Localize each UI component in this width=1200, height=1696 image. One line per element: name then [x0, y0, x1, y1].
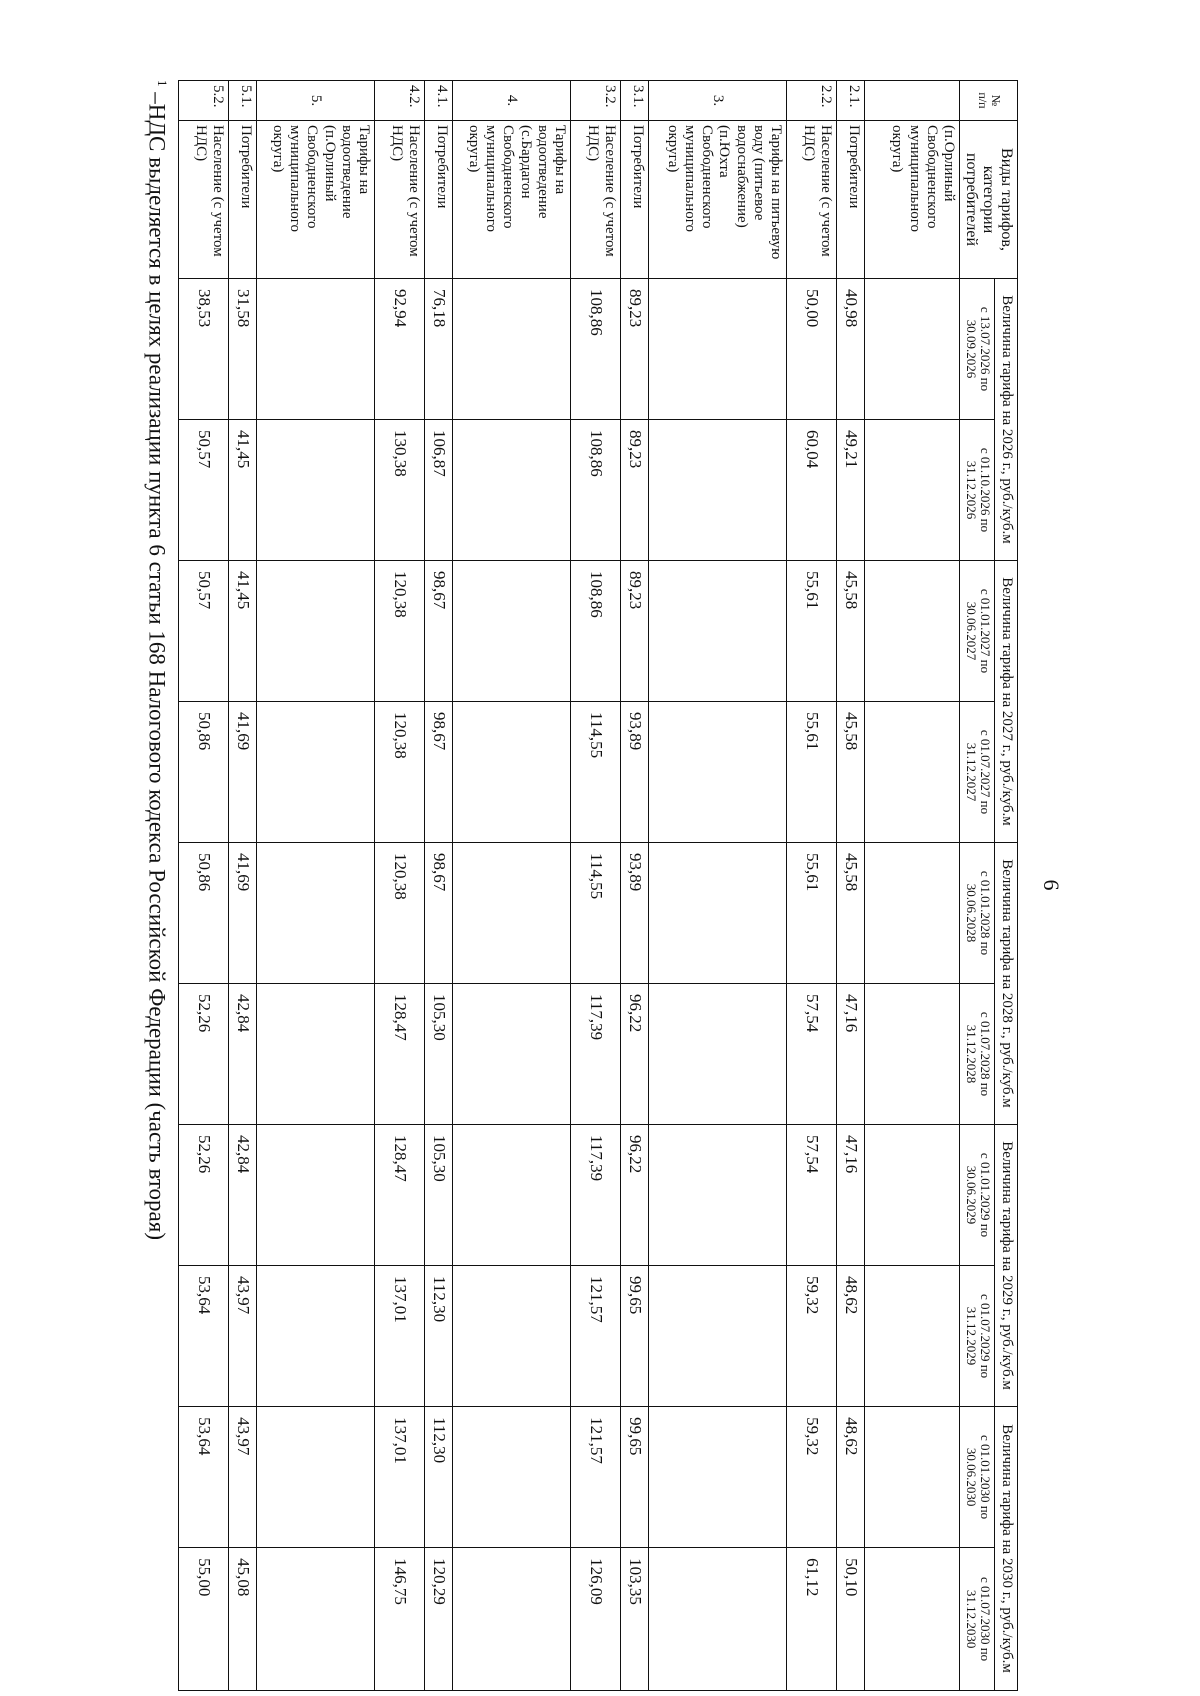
tariff-value: 93,89 — [621, 843, 649, 984]
footnote — [143, 80, 170, 1690]
tariff-value: 40,98 — [837, 279, 865, 420]
period-header: с 01.01.2029 по 30.06.2029 — [960, 1125, 995, 1266]
tariff-value: 108,86 — [571, 420, 621, 561]
tariff-value: 55,61 — [787, 843, 837, 984]
tariff-value: 96,22 — [621, 984, 649, 1125]
tariff-value: 106,87 — [425, 420, 453, 561]
tariff-value: 92,94 — [375, 279, 425, 420]
row-number: 2.2. — [787, 81, 837, 121]
table-row-section — [649, 81, 787, 1691]
tariff-table — [178, 80, 1018, 1691]
tariff-value: 55,00 — [179, 1548, 229, 1691]
tariff-value: 50,57 — [179, 561, 229, 702]
tariff-value: 98,67 — [425, 702, 453, 843]
row-number: 4. — [453, 81, 571, 121]
tariff-value: 52,26 — [179, 1125, 229, 1266]
tariff-value: 89,23 — [621, 561, 649, 702]
period-header: с 01.07.2030 по 31.12.2030 — [960, 1548, 995, 1691]
row-number: 3.1. — [621, 81, 649, 121]
tariff-value: 93,89 — [621, 702, 649, 843]
tariff-value: 50,00 — [787, 279, 837, 420]
tariff-value: 59,32 — [787, 1266, 837, 1407]
page-number: 6 — [1039, 879, 1064, 891]
group-header-2028: Величина тарифа на 2028 г., руб./куб.м — [994, 843, 1017, 1125]
tariff-value: 53,64 — [179, 1266, 229, 1407]
tariff-value: 45,58 — [837, 843, 865, 984]
tariff-value: 105,30 — [425, 1125, 453, 1266]
period-header: с 01.10.2026 по 31.12.2026 — [960, 420, 995, 561]
tariff-value: 42,84 — [229, 984, 257, 1125]
tariff-value: 105,30 — [425, 984, 453, 1125]
col-header-number — [960, 81, 1018, 121]
tariff-value: 41,45 — [229, 420, 257, 561]
tariff-value: 47,16 — [837, 984, 865, 1125]
row-number: 3.2. — [571, 81, 621, 121]
tariff-value: 121,57 — [571, 1407, 621, 1548]
tariff-value: 41,69 — [229, 843, 257, 984]
tariff-value: 112,30 — [425, 1266, 453, 1407]
row-number: 2.1. — [837, 81, 865, 121]
tariff-value: 53,64 — [179, 1407, 229, 1548]
tariff-value: 98,67 — [425, 561, 453, 702]
period-header: с 01.07.2029 по 31.12.2029 — [960, 1266, 995, 1407]
tariff-value: 117,39 — [571, 984, 621, 1125]
period-header: с 01.01.2027 по 30.06.2027 — [960, 561, 995, 702]
row-number: 4.2. — [375, 81, 425, 121]
row-number: 5.1. — [229, 81, 257, 121]
tariff-value: 41,45 — [229, 561, 257, 702]
table-row — [571, 81, 621, 1691]
tariff-value: 38,53 — [179, 279, 229, 420]
row-name: Тарифы на питьевую воду (питьевое водоснабжение) (п.Юхта Свободненского муниципального округа) — [649, 121, 787, 279]
tariff-value: 47,16 — [837, 1125, 865, 1266]
tariff-value: 137,01 — [375, 1407, 425, 1548]
rotated-content — [108, 80, 1068, 1690]
tariff-value: 89,23 — [621, 420, 649, 561]
tariff-value: 108,86 — [571, 561, 621, 702]
row-number: 5. — [257, 81, 375, 121]
row-name: Потребители — [621, 121, 649, 279]
row-name: Население (с учетом НДС) — [571, 121, 621, 279]
tariff-value: 117,39 — [571, 1125, 621, 1266]
tariff-value: 120,38 — [375, 843, 425, 984]
tariff-value: 61,12 — [787, 1548, 837, 1691]
tariff-value: 89,23 — [621, 279, 649, 420]
footnote-text: –НДС выделяется в целях реализации пункта 6 статьи 168 Налогового кодекса Российской Федерации (часть вторая) — [144, 92, 170, 1240]
tariff-value: 98,67 — [425, 843, 453, 984]
table-row-section — [453, 81, 571, 1691]
row-name: Тарифы на водоотведение (п.Орлиный Свободненского муниципального округа) — [257, 121, 375, 279]
tariff-value: 59,32 — [787, 1407, 837, 1548]
footnote-mark: 1 — [155, 80, 170, 87]
tariff-value: 55,61 — [787, 702, 837, 843]
period-header: с 01.07.2028 по 31.12.2028 — [960, 984, 995, 1125]
tariff-value: 76,18 — [425, 279, 453, 420]
row-number: 3. — [649, 81, 787, 121]
period-header: с 01.01.2028 по 30.06.2028 — [960, 843, 995, 984]
table-row — [375, 81, 425, 1691]
tariff-value: 43,97 — [229, 1407, 257, 1548]
tariff-value: 120,38 — [375, 561, 425, 702]
group-header-2030: Величина тарифа на 2030 г., руб./куб.м — [994, 1407, 1017, 1691]
tariff-value: 120,29 — [425, 1548, 453, 1691]
table-row — [621, 81, 649, 1691]
group-header-2029: Величина тарифа на 2029 г., руб./куб.м — [994, 1125, 1017, 1407]
tariff-value: 45,58 — [837, 702, 865, 843]
tariff-value: 50,10 — [837, 1548, 865, 1691]
tariff-value: 57,54 — [787, 1125, 837, 1266]
tariff-value: 42,84 — [229, 1125, 257, 1266]
row-name: Потребители — [837, 121, 865, 279]
tariff-value: 49,21 — [837, 420, 865, 561]
table-row — [787, 81, 837, 1691]
tariff-value: 50,86 — [179, 702, 229, 843]
tariff-value: 43,97 — [229, 1266, 257, 1407]
table-row — [179, 81, 229, 1691]
row-number: 5.2. — [179, 81, 229, 121]
tariff-value: 60,04 — [787, 420, 837, 561]
row-name: Потребители — [229, 121, 257, 279]
table-row — [229, 81, 257, 1691]
tariff-value: 57,54 — [787, 984, 837, 1125]
tariff-value: 52,26 — [179, 984, 229, 1125]
period-header: с 01.01.2030 по 30.06.2030 — [960, 1407, 995, 1548]
row-name: Население (с учетом НДС) — [375, 121, 425, 279]
tariff-value: 99,65 — [621, 1266, 649, 1407]
tariff-value: 103,35 — [621, 1548, 649, 1691]
table-row-section — [865, 81, 960, 1691]
row-number: 4.1. — [425, 81, 453, 121]
tariff-value: 126,09 — [571, 1548, 621, 1691]
row-name: Тарифы на водоотведение (с.Бардагон Свободненского муниципального округа) — [453, 121, 571, 279]
tariff-value: 45,58 — [837, 561, 865, 702]
row-name: (п.Орлиный Свободненского муниципального округа) — [865, 121, 960, 279]
col-header-kind: Виды тарифов, категории потребителей — [960, 121, 1018, 279]
header-row-groups — [994, 81, 1017, 1691]
table-row — [837, 81, 865, 1691]
col-header-no: № — [988, 94, 1003, 107]
col-header-pp: п/п — [975, 92, 990, 109]
tariff-value: 50,86 — [179, 843, 229, 984]
tariff-value: 96,22 — [621, 1125, 649, 1266]
tariff-value: 99,65 — [621, 1407, 649, 1548]
tariff-value: 108,86 — [571, 279, 621, 420]
row-name: Население (с учетом НДС) — [787, 121, 837, 279]
tariff-value: 130,38 — [375, 420, 425, 561]
tariff-value: 31,58 — [229, 279, 257, 420]
header-row-periods — [960, 81, 995, 1691]
tariff-value: 120,38 — [375, 702, 425, 843]
row-number — [865, 81, 960, 121]
table-row-section — [257, 81, 375, 1691]
tariff-value: 41,69 — [229, 702, 257, 843]
tariff-value: 48,62 — [837, 1407, 865, 1548]
period-header: с 13.07.2026 по 30.09.2026 — [960, 279, 995, 420]
tariff-value: 128,47 — [375, 1125, 425, 1266]
group-header-2027: Величина тарифа на 2027 г., руб./куб.м — [994, 561, 1017, 843]
row-name: Потребители — [425, 121, 453, 279]
table-row — [425, 81, 453, 1691]
tariff-value: 114,55 — [571, 702, 621, 843]
tariff-value: 121,57 — [571, 1266, 621, 1407]
tariff-value: 128,47 — [375, 984, 425, 1125]
tariff-value: 137,01 — [375, 1266, 425, 1407]
tariff-value: 112,30 — [425, 1407, 453, 1548]
tariff-value: 146,75 — [375, 1548, 425, 1691]
period-header: с 01.07.2027 по 31.12.2027 — [960, 702, 995, 843]
tariff-value: 48,62 — [837, 1266, 865, 1407]
tariff-value: 50,57 — [179, 420, 229, 561]
group-header-2026: Величина тарифа на 2026 г., руб./куб.м — [994, 279, 1017, 561]
tariff-value: 114,55 — [571, 843, 621, 984]
tariff-value: 55,61 — [787, 561, 837, 702]
row-name: Население (с учетом НДС) — [179, 121, 229, 279]
tariff-value: 45,08 — [229, 1548, 257, 1691]
